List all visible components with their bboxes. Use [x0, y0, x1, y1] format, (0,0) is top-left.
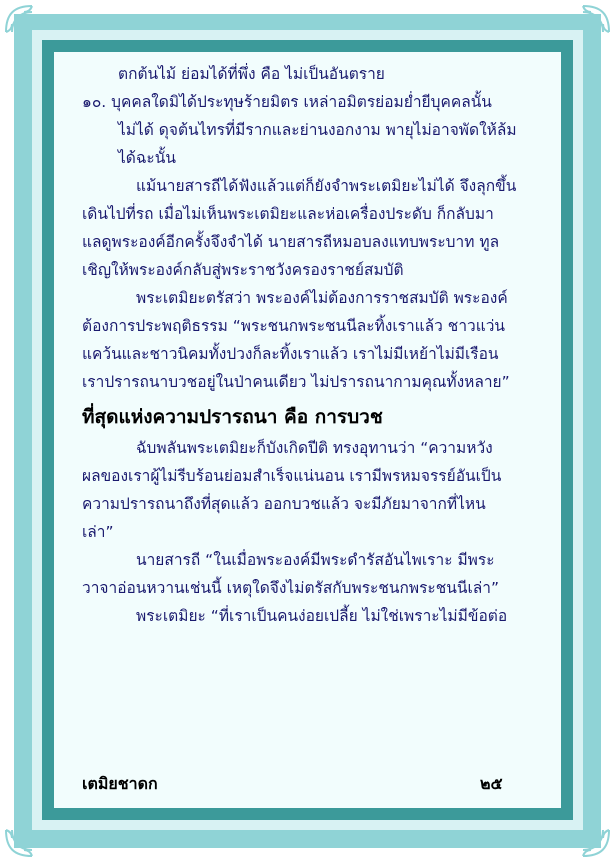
text-line: ได้ฉะนั้น	[118, 149, 176, 167]
section-heading: ที่สุดแห่งความปรารถนา คือ การบวช	[82, 406, 383, 428]
text-line: เชิญให้พระองค์กลับสู่พระราชวังครองราชย์สมบัติ	[82, 261, 404, 279]
corner-ornament-icon	[577, 824, 613, 860]
corner-ornament-icon	[2, 824, 38, 860]
text-line: ต้องการประพฤติธรรม “พระชนกพระชนนีละทิ้งเราแล้ว ชาวแว่น	[82, 317, 506, 335]
body-text	[82, 60, 542, 630]
text-line: พระเตมิยะตรัสว่า พระองค์ไม่ต้องการราชสมบัติ พระองค์	[136, 289, 508, 307]
text-line: ไม่ได้ ดุจต้นไทรที่มีรากและย่านงอกงาม พายุไม่อาจพัดให้ล้ม	[118, 121, 517, 139]
text-line: วาจาอ่อนหวานเช่นนี้ เหตุใดจึงไม่ตรัสกับพระชนกพระชนนีเล่า”	[82, 579, 499, 597]
footer-book-title: เตมิยชาดก	[82, 774, 158, 793]
page-number: ๒๕	[480, 774, 503, 793]
text-line: แคว้นและชาวนิคมทั้งปวงก็ละทิ้งเราแล้ว เราไม่มีเหย้าไม่มีเรือน	[82, 345, 499, 363]
text-line: แม้นายสารถีได้ฟังแล้วแต่ก็ยังจำพระเตมิยะไม่ได้ จึงลุกขึ้น	[136, 177, 517, 195]
text-line: เล่า”	[82, 523, 114, 541]
text-line: แลดูพระองค์อีกครั้งจึงจำได้ นายสารถีหมอบลงแทบพระบาท ทูล	[82, 233, 500, 251]
corner-ornament-icon	[577, 2, 613, 38]
text-line: เราปรารถนาบวชอยู่ในป่าคนเดียว ไม่ปรารถนากามคุณทั้งหลาย”	[82, 373, 510, 391]
text-line: ๑๐. บุคคลใดมิได้ประทุษร้ายมิตร เหล่าอมิตรย่อมย่ำยีบุคคลนั้น	[82, 93, 492, 111]
corner-ornament-icon	[2, 2, 38, 38]
text-line: ตกต้นไม้ ย่อมได้ที่พึ่ง คือ ไม่เป็นอันตราย	[118, 65, 385, 83]
text-line: เดินไปที่รถ เมื่อไม่เห็นพระเตมิยะและห่อเครื่องประดับ ก็กลับมา	[82, 205, 494, 223]
text-line: ผลของเราผู้ไม่รีบร้อนย่อมสำเร็จแน่นอน เรามีพรหมจรรย์อันเป็น	[82, 467, 502, 485]
text-line: พระเตมิยะ “ที่เราเป็นคนง่อยเปลี้ย ไม่ใช่เพราะไม่มีข้อต่อ	[136, 607, 508, 625]
text-line: นายสารถี “ในเมื่อพระองค์มีพระดำรัสอันไพเราะ มีพระ	[136, 551, 495, 569]
text-line: ฉับพลันพระเตมิยะก็บังเกิดปีติ ทรงอุทานว่า “ความหวัง	[136, 439, 493, 457]
text-line: ความปรารถนาถึงที่สุดแล้ว ออกบวชแล้ว จะมีภัยมาจากที่ไหน	[82, 495, 486, 513]
